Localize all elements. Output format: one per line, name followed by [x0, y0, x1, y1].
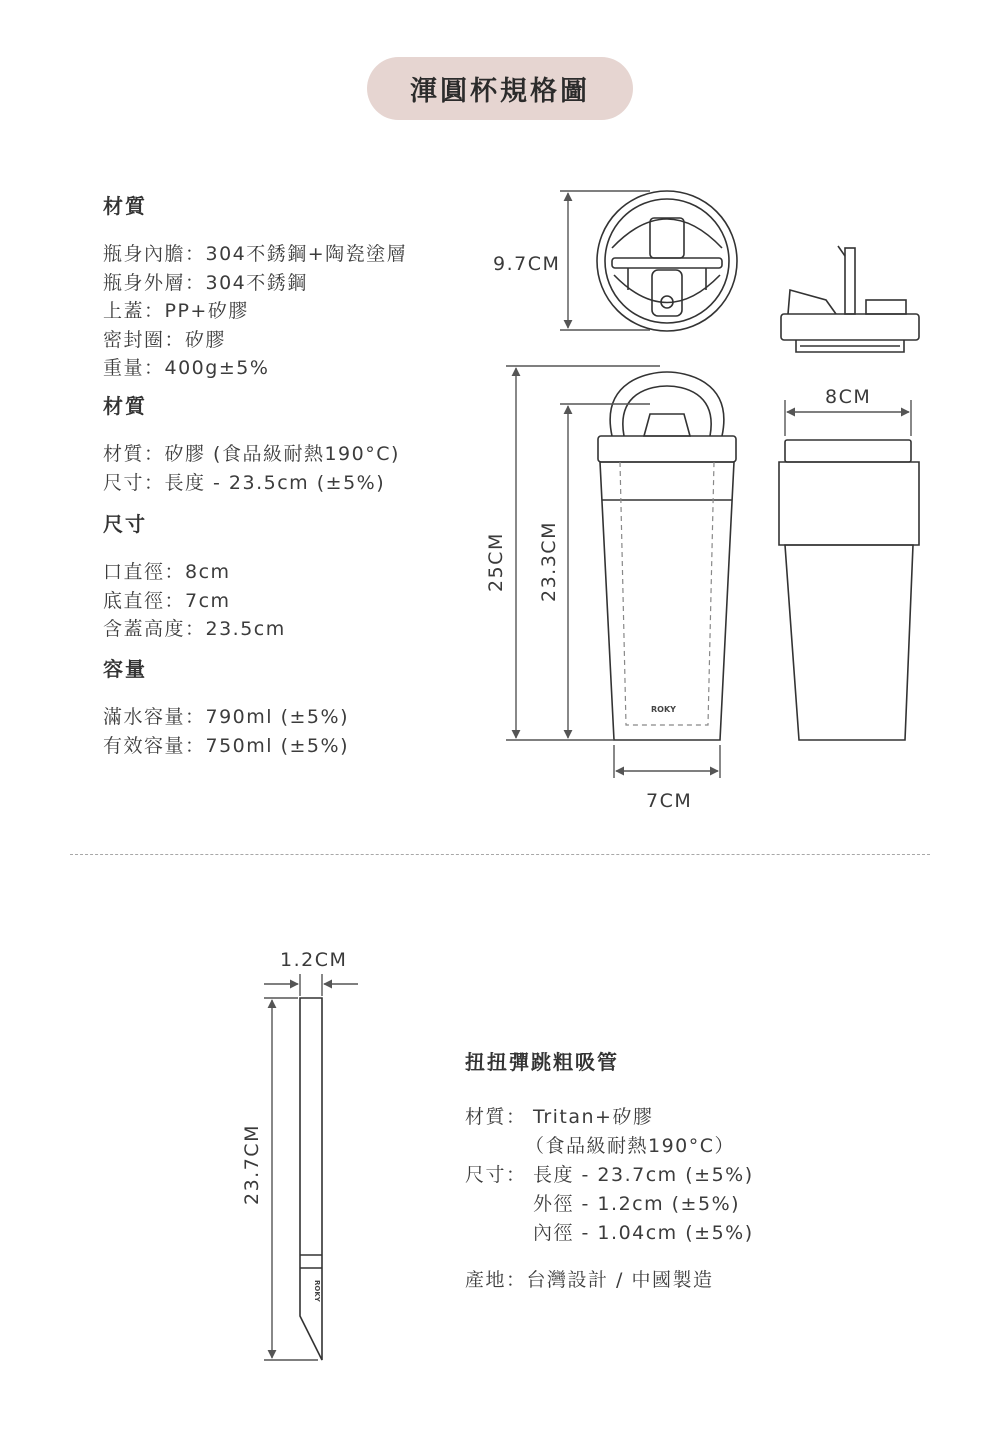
straw-heading: 扭扭彈跳粗吸管	[465, 1050, 619, 1074]
cup-side-view	[779, 440, 919, 740]
spec-line: 尺寸：長度 - 23.5cm (±5%)	[103, 471, 386, 494]
straw-spec-value: 內徑 - 1.04cm (±5%)	[533, 1222, 754, 1244]
dim-straw-length: 23.7CM	[241, 1124, 263, 1205]
straw-spec-row	[465, 1103, 654, 1132]
straw-spec-row	[465, 1219, 754, 1248]
straw-spec-value: 長度 - 23.7cm (±5%)	[533, 1164, 754, 1186]
section-heading: 材質	[103, 194, 147, 218]
dim-lid-diameter: 9.7CM	[493, 253, 561, 275]
section-heading: 尺寸	[103, 512, 147, 536]
straw-spec-value: Tritan+矽膠	[533, 1106, 654, 1128]
spec-line: 瓶身外層：304不銹鋼	[103, 271, 308, 294]
straw-spec-key: 材質：	[465, 1106, 527, 1128]
straw-drawing	[300, 998, 322, 1360]
brand-logo-straw: ROKY	[313, 1280, 321, 1302]
straw-spec-value: （食品級耐熱190°C）	[525, 1135, 736, 1157]
spec-line: 上蓋：PP+矽膠	[103, 300, 249, 322]
spec-line: 重量：400g±5%	[103, 357, 270, 379]
dim-bottom-width: 7CM	[646, 790, 693, 812]
brand-logo-cup: ROKY	[651, 705, 676, 714]
dim-straw-width: 1.2CM	[280, 949, 348, 971]
spec-line: 滿水容量：790ml (±5%)	[103, 706, 349, 728]
straw-spec-key: 尺寸：	[465, 1164, 527, 1186]
spec-line: 瓶身內膽：304不銹鋼+陶瓷塗層	[103, 243, 408, 265]
section-heading: 容量	[103, 657, 147, 681]
straw-spec	[465, 1046, 754, 1248]
dim-body-height: 23.3CM	[538, 521, 560, 602]
lid-top-view	[597, 191, 737, 331]
spec-line: 材質：矽膠 (食品級耐熱190°C)	[103, 443, 400, 465]
straw-spec-row	[465, 1132, 736, 1161]
spec-line: 含蓋高度：23.5cm	[103, 618, 286, 640]
spec-line: 底直徑：7cm	[103, 589, 231, 612]
lid-side-view	[781, 246, 919, 352]
straw-spec-row	[465, 1190, 741, 1219]
spec-line: 口直徑：8cm	[103, 561, 231, 583]
dim-total-height: 25CM	[485, 532, 507, 592]
straw-spec-row	[465, 1161, 754, 1190]
dim-mouth-width: 8CM	[825, 386, 872, 408]
origin-line: 產地：台灣設計 / 中國製造	[465, 1269, 714, 1291]
straw-spec-value: 外徑 - 1.2cm (±5%)	[533, 1193, 741, 1215]
section-divider	[70, 854, 930, 855]
page-title: 渾圓杯規格圖	[367, 57, 633, 120]
spec-line: 密封圈：矽膠	[103, 328, 227, 351]
spec-line: 有效容量：750ml (±5%)	[103, 734, 349, 757]
cup-front-view	[598, 372, 736, 740]
section-heading: 材質	[103, 394, 147, 418]
